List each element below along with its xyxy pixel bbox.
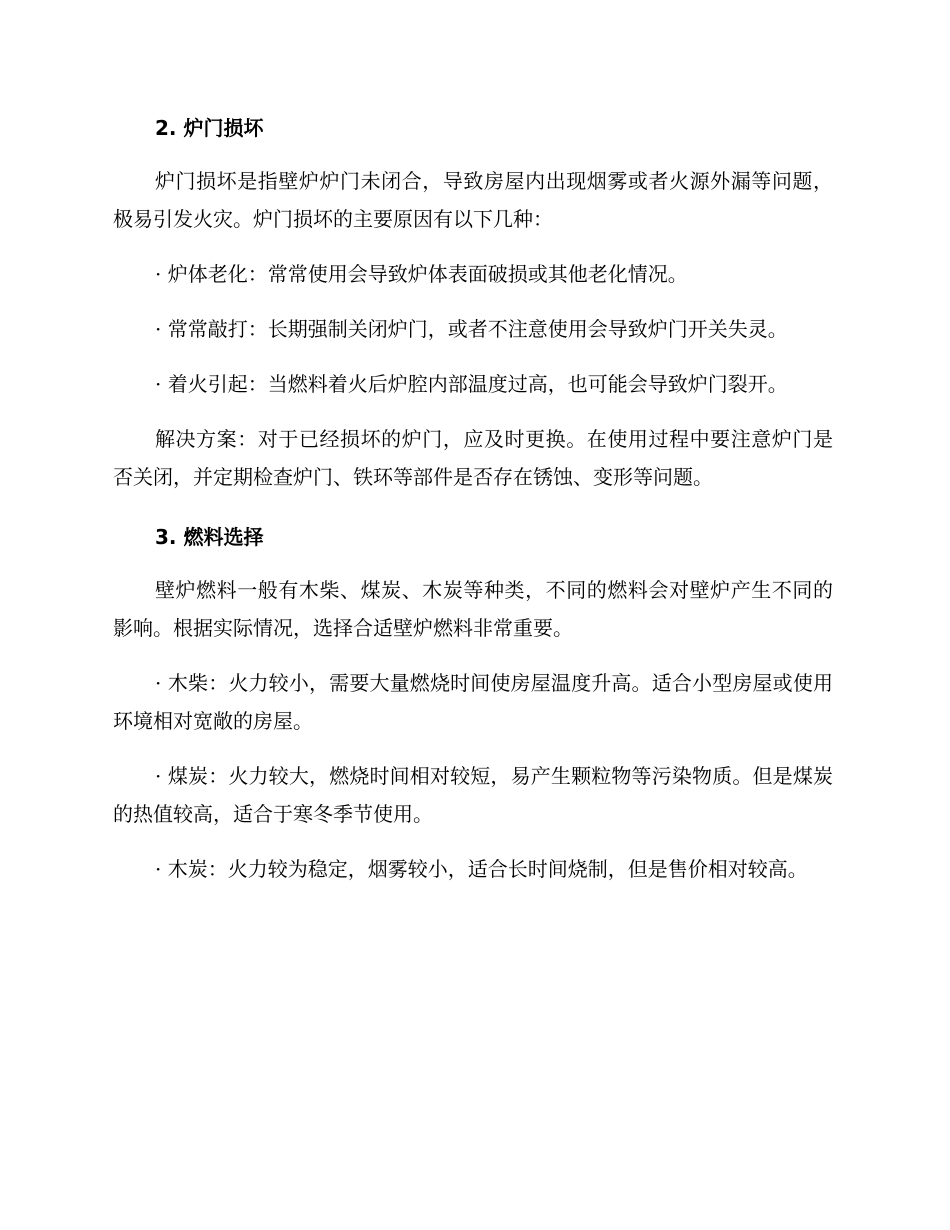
section-body-furnace-door-damage bbox=[113, 162, 833, 496]
list-item-aging: · 炉体老化：常常使用会导致炉体表面破损或其他老化情况。 bbox=[155, 262, 688, 286]
section-heading-furnace-door-damage: 2. 炉门损坏 bbox=[155, 116, 264, 140]
section-body-fuel-selection bbox=[113, 571, 833, 888]
list-item-knocking: · 常常敲打：长期强制关闭炉门，或者不注意使用会导致炉门开关失灵。 bbox=[155, 317, 788, 341]
paragraph-solution: 解决方案：对于已经损坏的炉门，应及时更换。在使用过程中要注意炉门是否关闭，并定期检查炉门、铁环等部件是否存在锈蚀、变形等问题。 bbox=[113, 427, 833, 489]
document-body bbox=[113, 104, 833, 905]
paragraph-fuel-intro: 壁炉燃料一般有木柴、煤炭、木炭等种类，不同的燃料会对壁炉产生不同的影响。根据实际情况，选择合适壁炉燃料非常重要。 bbox=[113, 578, 833, 640]
section-heading-fuel-selection: 3. 燃料选择 bbox=[155, 525, 264, 549]
list-item-fire-cause: · 着火引起：当燃料着火后炉腔内部温度过高，也可能会导致炉门裂开。 bbox=[155, 372, 788, 396]
paragraph-intro: 炉门损坏是指壁炉炉门未闭合，导致房屋内出现烟雾或者火源外漏等问题，极易引发火灾。炉门损坏的主要原因有以下几种： bbox=[113, 169, 833, 231]
list-item-charcoal: · 木炭：火力较为稳定，烟雾较小，适合长时间烧制，但是售价相对较高。 bbox=[155, 857, 808, 881]
list-item-coal: · 煤炭：火力较大，燃烧时间相对较短，易产生颗粒物等污染物质。但是煤炭的热值较高，适合于寒冬季节使用。 bbox=[113, 764, 833, 826]
list-item-firewood: · 木柴：火力较小，需要大量燃烧时间使房屋温度升高。适合小型房屋或使用环境相对宽敞的房屋。 bbox=[113, 671, 833, 733]
